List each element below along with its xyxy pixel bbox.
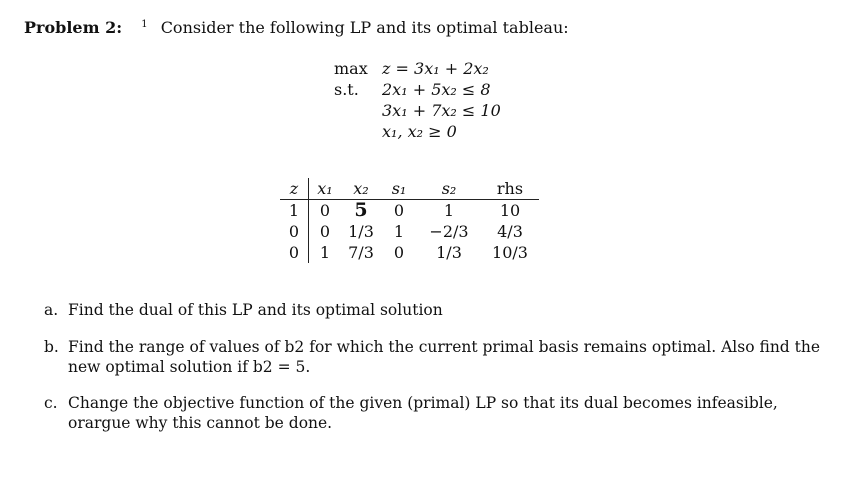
tableau-cell: 0 xyxy=(280,221,309,242)
tableau-cell: −2/3 xyxy=(429,222,469,241)
lp-expression: 2x₁ + 5x₂ ≤ 8 xyxy=(382,80,491,99)
lp-expression: z = 3x₁ + 2x₂ xyxy=(382,59,489,78)
question-text: Find the dual of this LP and its optimal solution xyxy=(68,301,443,319)
footnote-marker: 1 xyxy=(141,19,148,30)
question-a xyxy=(44,300,824,320)
tableau-cell: 1/3 xyxy=(348,222,374,241)
lp-label: max xyxy=(334,59,368,78)
tableau-row xyxy=(280,221,539,242)
tableau-cell: 0 xyxy=(393,201,405,220)
tableau-cell: 1 xyxy=(443,201,455,220)
lp-expression: x₁, x₂ ≥ 0 xyxy=(382,122,457,141)
tableau-cell: 5 xyxy=(354,199,368,221)
tableau-cell: 4/3 xyxy=(497,222,523,241)
tableau-cell: 1 xyxy=(280,200,309,222)
lp-expression: 3x₁ + 7x₂ ≤ 10 xyxy=(382,101,501,120)
lp-label xyxy=(334,100,382,121)
question-label: b. xyxy=(44,338,59,356)
tableau-cell: 7/3 xyxy=(348,243,374,262)
problem-intro: Consider the following LP and its optimal tableau: xyxy=(160,18,569,37)
optimal-tableau xyxy=(280,178,539,263)
tableau-header: x₁ xyxy=(309,178,342,200)
tableau-header: x₂ xyxy=(341,178,381,200)
lp-constraint xyxy=(334,100,501,121)
tableau-header: z xyxy=(280,178,309,200)
tableau-cell: 1 xyxy=(319,243,331,262)
tableau-cell: 0 xyxy=(319,222,331,241)
question-label: a. xyxy=(44,301,59,319)
lp-nonnegativity xyxy=(334,121,501,142)
tableau-cell: 0 xyxy=(393,243,405,262)
tableau-cell: 0 xyxy=(319,201,331,220)
tableau-header: s₂ xyxy=(417,178,481,200)
tableau-header: s₁ xyxy=(381,178,417,200)
tableau-row xyxy=(280,200,539,222)
lp-label: s.t. xyxy=(334,80,359,99)
question-text: Change the objective function of the given (primal) LP so that its dual becomes infeasible, orargue why this cannot be done. xyxy=(68,394,778,432)
tableau-header-row xyxy=(280,178,539,200)
tableau-cell: 1 xyxy=(393,222,405,241)
problem-heading xyxy=(24,18,569,37)
tableau-header: rhs xyxy=(481,178,539,200)
tableau-cell: 10/3 xyxy=(492,243,528,262)
question-text: Find the range of values of b2 for which the current primal basis remains optimal. Also find the new optimal solution if b2 = 5. xyxy=(68,338,821,376)
lp-constraint xyxy=(334,79,501,100)
tableau-cell: 10 xyxy=(499,201,521,220)
lp-formulation xyxy=(334,58,501,142)
lp-label xyxy=(334,121,382,142)
problem-label: Problem 2: xyxy=(24,18,123,37)
lp-objective xyxy=(334,58,501,79)
question-b xyxy=(44,337,824,377)
tableau-cell: 0 xyxy=(280,242,309,263)
tableau-cell: 1/3 xyxy=(436,243,462,262)
tableau-row xyxy=(280,242,539,263)
question-c xyxy=(44,393,824,433)
question-label: c. xyxy=(44,394,58,412)
